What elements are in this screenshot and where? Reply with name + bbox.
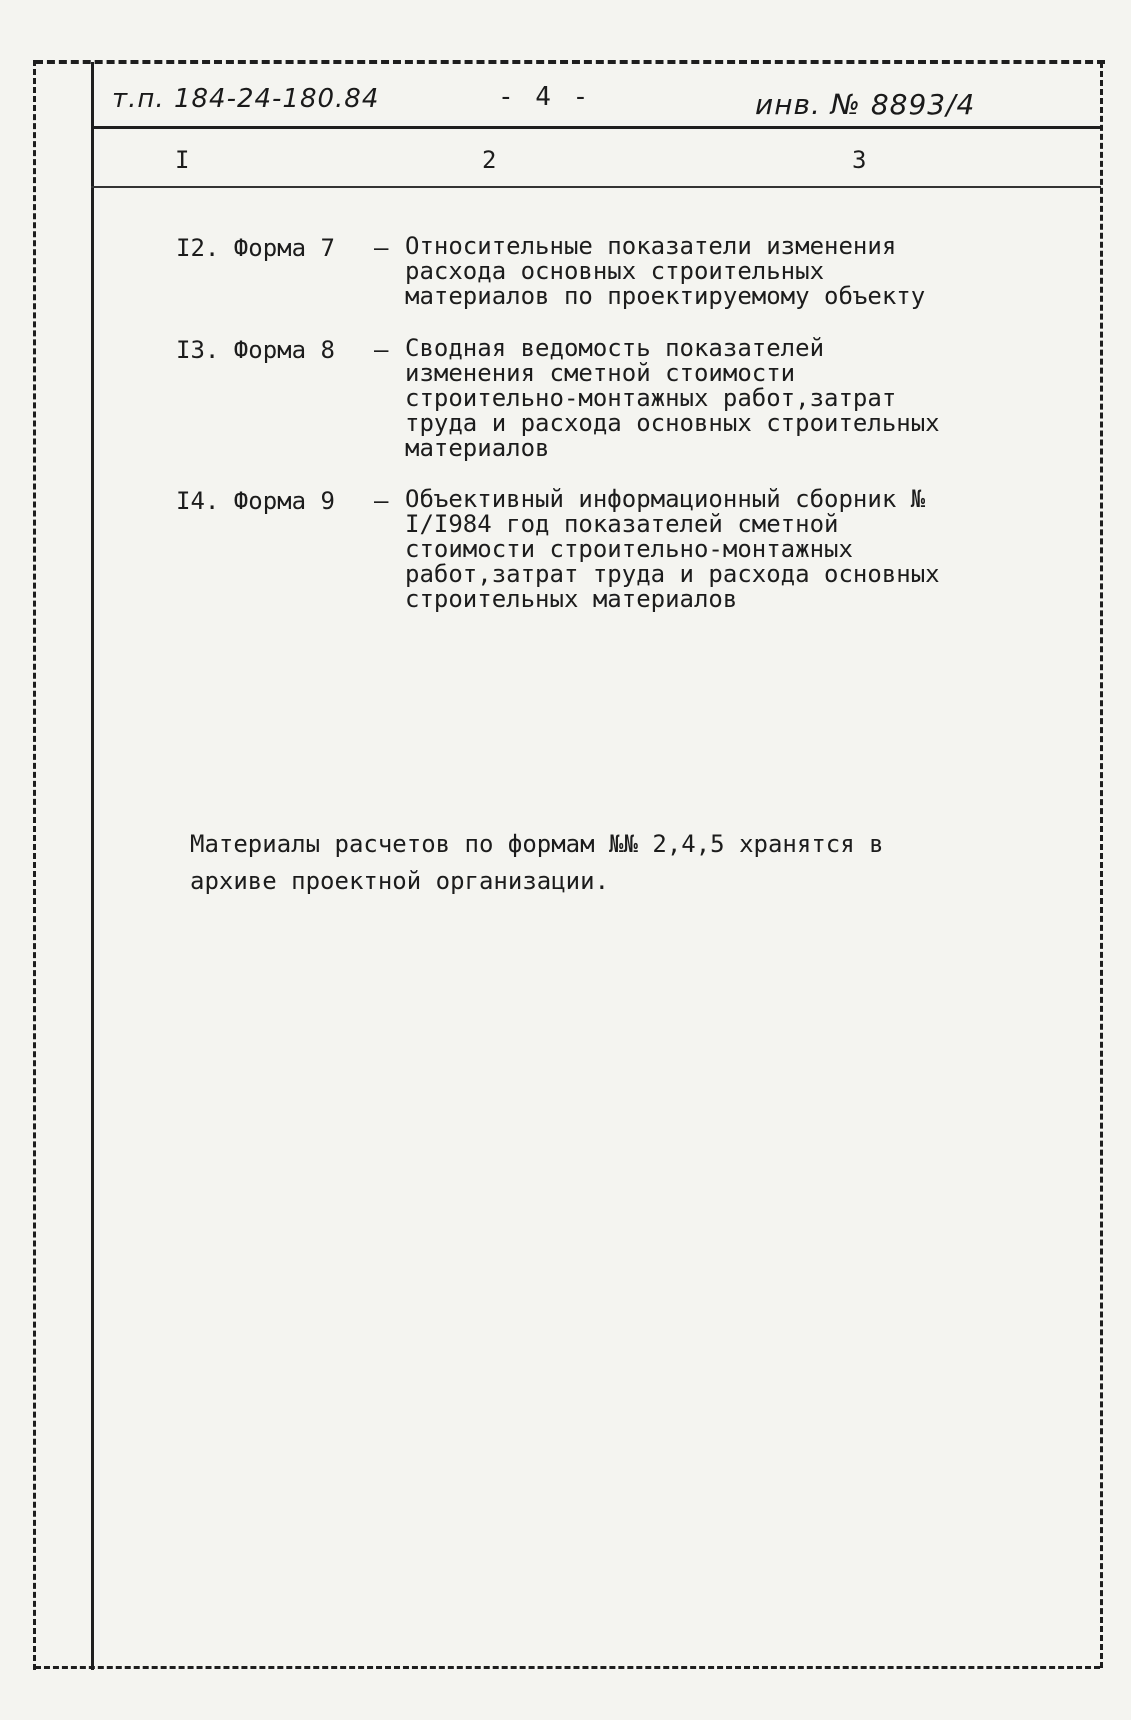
item-dash: – bbox=[374, 234, 389, 262]
page-number: - 4 - bbox=[498, 82, 592, 112]
item-dash: – bbox=[374, 336, 389, 364]
column-number-3: 3 bbox=[852, 146, 867, 174]
archive-note: Материалы расчетов по формам №№ 2,4,5 хранятся в архиве проектной организации. bbox=[190, 830, 884, 895]
item-label: I2. Форма 7 bbox=[176, 234, 335, 262]
item-label: I4. Форма 9 bbox=[176, 487, 335, 515]
item-dash: – bbox=[374, 487, 389, 515]
page-frame-left bbox=[33, 60, 36, 1670]
column-header-rule bbox=[91, 186, 1101, 188]
inventory-number: инв. № 8893/4 bbox=[755, 88, 976, 121]
item-description: Относительные показатели изменения расхода основных строительных материалов по проектируемому объекту bbox=[405, 232, 926, 310]
document-code: т.п. 184-24-180.84 bbox=[112, 84, 380, 114]
page-frame-right bbox=[1100, 62, 1103, 1668]
item-description: Сводная ведомость показателей изменения сметной стоимости строительно-монтажных работ,затрат труда и расхода основных строительных материалов bbox=[405, 334, 940, 462]
column-number-1: I bbox=[175, 146, 190, 174]
binding-margin-line bbox=[91, 62, 94, 1670]
column-number-2: 2 bbox=[482, 146, 497, 174]
item-label: I3. Форма 8 bbox=[176, 336, 335, 364]
header-rule bbox=[91, 126, 1101, 129]
page-frame-top bbox=[35, 60, 1105, 64]
page-frame-bottom bbox=[35, 1666, 1100, 1669]
item-description: Объективный информационный сборник № I/I984 год показателей сметной стоимости строительно-монтажных работ,затрат труда и расхода основных строительных материалов bbox=[405, 485, 940, 613]
